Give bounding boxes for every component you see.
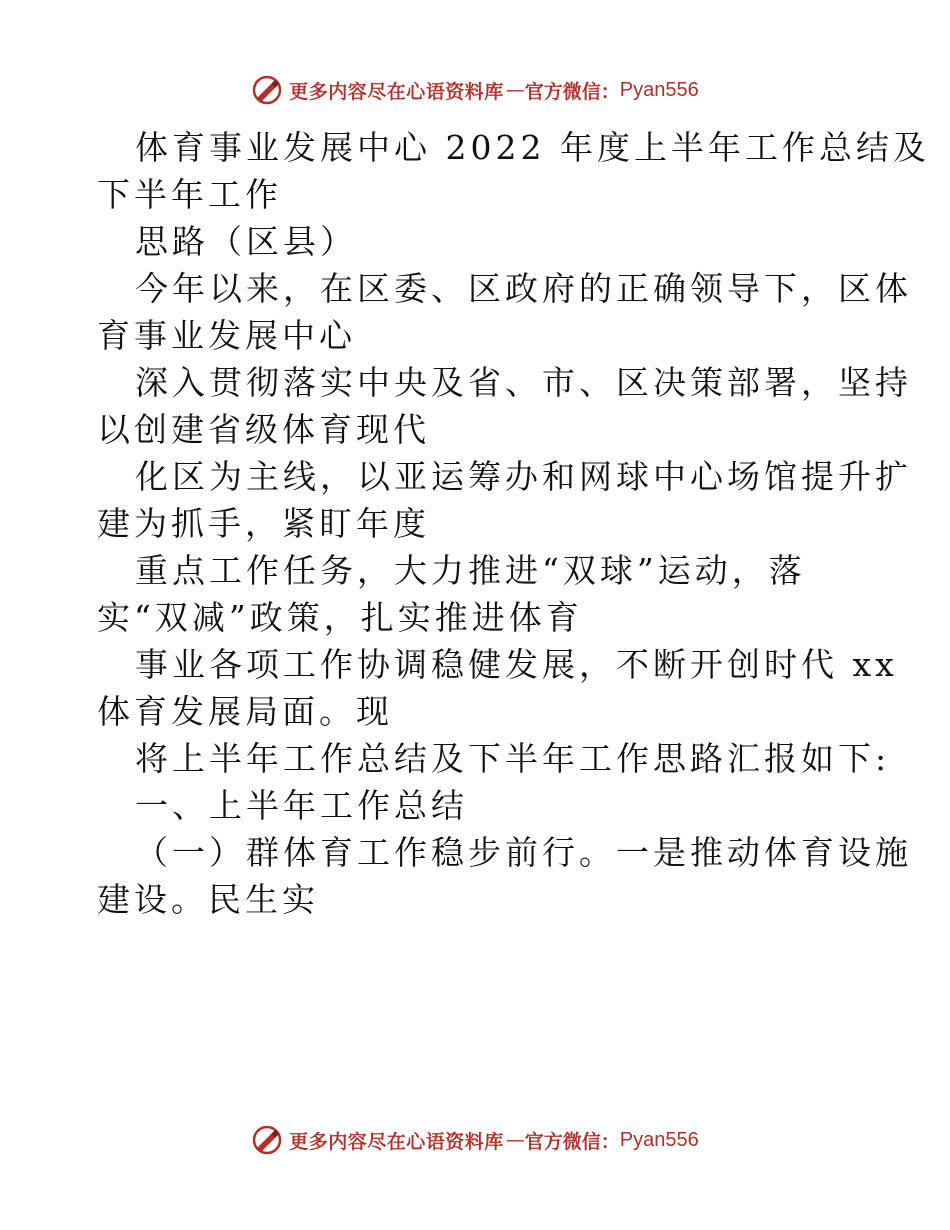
paragraph-line: 将上半年工作总结及下半年工作思路汇报如下: xyxy=(135,739,891,778)
title-line-2: 下半年工作 xyxy=(97,175,282,214)
footer-wechat-id: Pyan556 xyxy=(619,1128,699,1151)
document-body xyxy=(97,124,930,923)
paragraph-line: 化区为主线，以亚运筹办和网球中心场馆提升扩 xyxy=(135,457,912,496)
paragraph-line: 建为抓手，紧盯年度 xyxy=(97,504,430,543)
header-wechat-label: 官方微信： xyxy=(524,80,620,103)
title-line-1: 体育事业发展中心 2022 年度上半年工作总结及 xyxy=(135,128,930,167)
paragraph-line: 重点工作任务，大力推进“双球”运动，落 xyxy=(135,551,806,590)
paragraph-line: 实“双减”政策，扎实推进体育 xyxy=(97,598,583,637)
subsection-heading: （一）群体育工作稳步前行。一是推动体育设施 xyxy=(135,833,912,872)
header-dash: — xyxy=(505,79,523,101)
paragraph-line: 以创建省级体育现代 xyxy=(97,410,430,449)
paragraph-line: 体育发展局面。现 xyxy=(97,692,393,731)
title-line-3: 思路（区县） xyxy=(135,222,357,261)
footer-dash: — xyxy=(505,1129,523,1151)
paragraph-line: 事业各项工作协调稳健发展，不断开创时代 xx xyxy=(135,645,898,684)
header-banner xyxy=(0,70,950,110)
header-site-text: 更多内容尽在心语资料库 xyxy=(289,80,504,103)
header-wechat-id: Pyan556 xyxy=(619,78,699,101)
paragraph-line: 深入贯彻落实中央及省、市、区决策部署，坚持 xyxy=(135,363,912,402)
paragraph-line: 育事业发展中心 xyxy=(97,316,356,355)
pen-circle-logo-icon xyxy=(251,1124,283,1156)
footer-wechat-label: 官方微信： xyxy=(524,1130,620,1153)
section-heading: 一、上半年工作总结 xyxy=(135,786,468,825)
pen-circle-logo-icon xyxy=(251,74,283,106)
paragraph-line: 今年以来，在区委、区政府的正确领导下，区体 xyxy=(135,269,912,308)
footer-banner xyxy=(0,1120,950,1160)
paragraph-line: 建设。民生实 xyxy=(97,880,319,919)
footer-site-text: 更多内容尽在心语资料库 xyxy=(289,1130,504,1153)
